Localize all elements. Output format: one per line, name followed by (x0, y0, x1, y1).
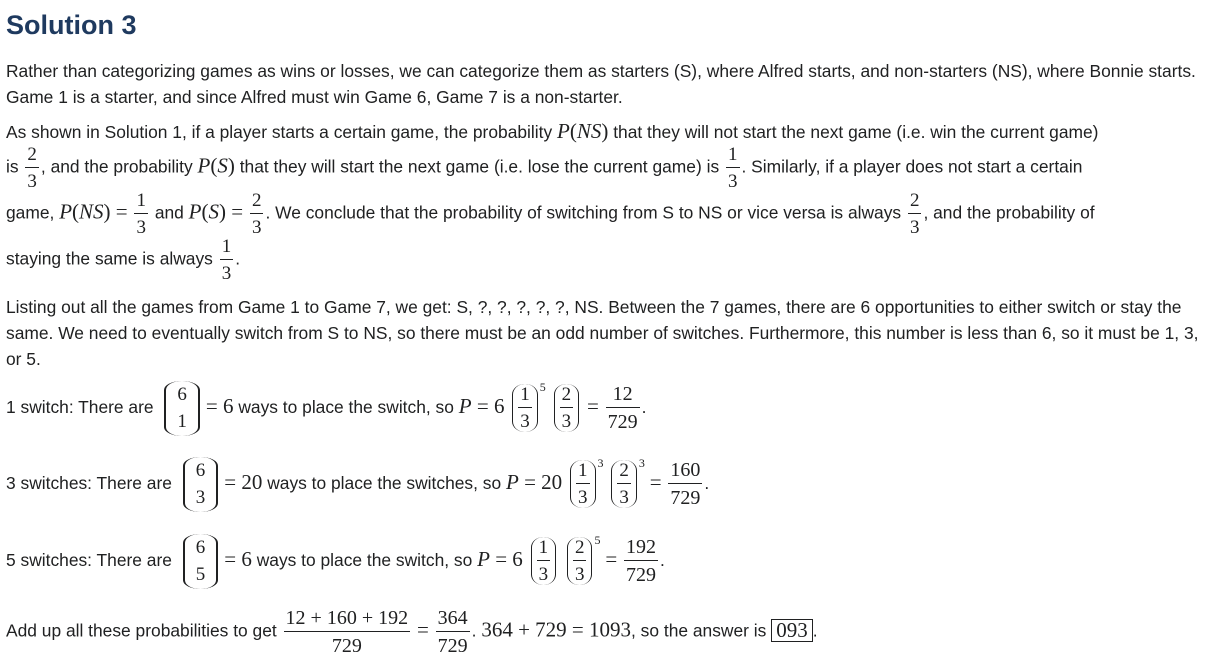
p2-text-h: and (154, 202, 184, 223)
exponent: 3 (638, 456, 645, 470)
case-label: 1 switch: There are (6, 397, 154, 417)
final-sum-line: Add up all these probabilities to get $\frac{12 + 160 + 192}{729}$ = $\frac{364}{729}$ . 364 + 729 = 1093, so the answer is 093 . (6, 607, 818, 657)
case-probability: $\frac{192}{729}$ (626, 536, 657, 587)
p2-text-c: is (6, 156, 19, 177)
paren-one-third: $\frac{1}{3}$ (512, 384, 538, 432)
p2-line-3: game, P(NS) = $\frac{1}{3}$ and P(S) = $\frac{2}{3}$ . We conclude that the probability of switching from S to NS or vice versa is always $\frac{2}{3}$ , and the probability of (6, 190, 1095, 238)
paren-two-thirds: $\frac{2}{3}$ (611, 460, 637, 508)
ways-text: ways to place the switches, so (267, 473, 502, 493)
p2-text-l: . (235, 248, 241, 269)
case-probability: $\frac{12}{729}$ (607, 383, 638, 434)
coefficient: 20 (541, 470, 563, 494)
ways-text: ways to place the switch, so (256, 550, 473, 570)
p2-text-k: staying the same is always (6, 248, 213, 269)
paren-two-thirds: $\frac{2}{3}$ (554, 384, 580, 432)
coefficient: 6 (493, 394, 505, 418)
binomial-coefficient: 6 5 (183, 534, 219, 589)
case-label: 5 switches: There are (6, 550, 172, 570)
fraction-one-third: $\frac{1}{3}$ (728, 144, 738, 192)
fraction-two-thirds: $\frac{2}{3}$ (251, 190, 262, 238)
paren-one-third: $\frac{1}{3}$ (570, 460, 596, 508)
p2-text-i: . We conclude that the probability of switching from S to NS or vice versa is always (265, 202, 902, 223)
binomial-coefficient: 6 1 (164, 381, 200, 436)
p2-text-f: . Similarly, if a player does not start a certain (741, 156, 1083, 177)
p2-line-4 (6, 237, 240, 283)
p2-text-a: As shown in Solution 1, if a player starts a certain game, the probability (6, 122, 553, 142)
exponent: 3 (597, 456, 604, 470)
result-fraction: $\frac{364}{729}$ (437, 607, 468, 657)
p2-text-g: game, (6, 202, 55, 223)
paren-two-thirds: $\frac{2}{3}$ (567, 537, 593, 585)
final-calculation: 364 + 729 = 1093 (481, 617, 632, 642)
exponent: 5 (594, 533, 601, 547)
exponent: 5 (539, 380, 546, 394)
math-p-ns: P (557, 119, 570, 143)
p2-line-1: As shown in Solution 1, if a player starts a certain game, the probability P(NS) that they will not start the next game (i.e. win the current game) (6, 119, 1099, 143)
ways-count: = 20 (224, 470, 263, 494)
p2-text-e: that they will start the next game (i.e. lose the current game) is (239, 156, 720, 177)
fraction-one-third: $\frac{1}{3}$ (136, 190, 146, 238)
p2-text-d: , and the probability (40, 156, 193, 177)
case-probability: $\frac{160}{729}$ (670, 459, 701, 510)
case-row-3-switches: 3 switches: There are 6 3 = 20 ways to place the switches, so P = 20 $\frac{1}{3}$ $^3$ $\frac{2}{3}$ $^3$ = $\frac{160}{729}$ . (6, 456, 709, 512)
answer-box: 093 (771, 619, 813, 642)
p2-text-b: that they will not start the next game (i.e. win the current game) (613, 122, 1099, 142)
sum-fraction: $\frac{12 + 160 + 192}{729}$ (285, 607, 409, 657)
math-p-s: P (197, 153, 211, 178)
binomial-coefficient: 6 3 (183, 457, 219, 512)
fraction-one-third: $\frac{1}{3}$ (221, 236, 232, 284)
final-tail: , so the answer is (631, 620, 767, 641)
paren-one-third: $\frac{1}{3}$ (531, 537, 557, 585)
final-text: Add up all these probabilities to get (6, 620, 277, 641)
p2-line-2: is $\frac{2}{3}$ , and the probability P(S) that they will start the next game (i.e. lose the current game) is $\frac{1}{3}$ . Similarly, if a player does not start a certain (6, 144, 1083, 192)
paragraph-starters: Rather than categorizing games as wins or losses, we can categorize them as starters (S), where Alfred starts, and non-starters (NS), where Bonnie starts. Game 1 is a starter, and since Alfred must win Game 6, Game 7 is a non-starter. (6, 61, 1196, 107)
p2-text-j: , and the probability of (923, 202, 1095, 223)
ways-count: = 6 (224, 547, 252, 571)
ways-count: = 6 (205, 394, 234, 418)
ways-text: ways to place the switch, so (238, 397, 454, 417)
case-label: 3 switches: There are (6, 473, 172, 493)
coefficient: 6 (512, 547, 523, 571)
case-row-1-switch: 1 switch: There are 6 1 = 6 ways to place the switch, so P = 6 $\frac{1}{3}$ $^5$ $\frac{2}{3}$ = $\frac{12}{729}$ . (6, 380, 647, 436)
paragraph-listing: Listing out all the games from Game 1 to Game 7, we get: S, ?, ?, ?, ?, ?, NS. Between the 7 games, there are 6 opportunities to either switch or stay the same. We need to eventually switch from S to NS, so there must be an odd number of switches. Furthermore, this number is less than 6, so it must be 1, 3, or 5. (6, 297, 1199, 369)
fraction-two-thirds: $\frac{2}{3}$ (909, 190, 920, 238)
case-row-5-switches: 5 switches: There are 6 5 = 6 ways to place the switch, so P = 6 $\frac{1}{3}$ $\frac{2}{3}$ $^5$ = $\frac{192}{729}$ . (6, 533, 665, 589)
fraction-two-thirds: $\frac{2}{3}$ (27, 144, 37, 192)
solution-heading: Solution 3 (6, 10, 137, 40)
